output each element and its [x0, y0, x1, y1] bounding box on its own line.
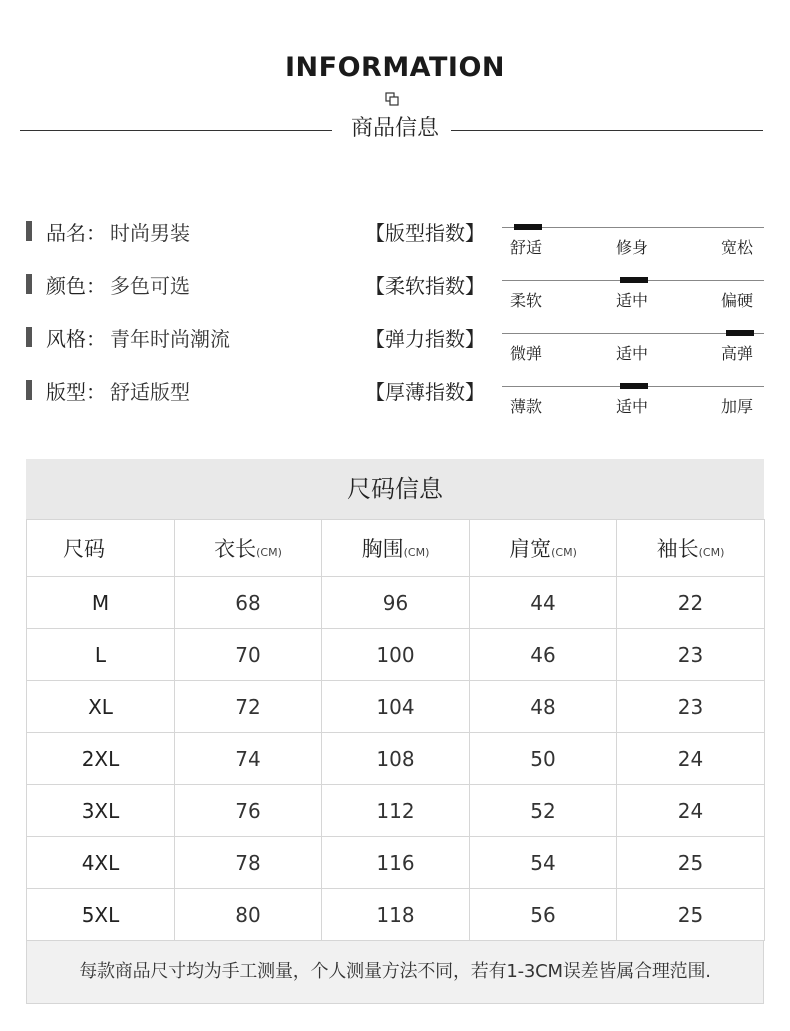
table-cell: 44 — [470, 577, 617, 629]
scale-option: 薄款 — [510, 397, 543, 416]
scale-option: 舒适 — [510, 238, 543, 257]
table-cell: 118 — [322, 889, 470, 941]
scale-option: 宽松 — [721, 238, 754, 257]
table-cell: L — [27, 629, 175, 681]
table-cell: 25 — [617, 889, 765, 941]
index-label-softness: 【柔软指数】 — [365, 274, 485, 298]
scale-marker — [620, 383, 648, 389]
table-cell: 80 — [175, 889, 322, 941]
scale-thickness — [502, 386, 764, 436]
table-cell: 108 — [322, 733, 470, 785]
scale-option: 适中 — [616, 344, 649, 363]
table-cell: 100 — [322, 629, 470, 681]
divider-right — [451, 130, 763, 131]
scale-option: 加厚 — [721, 397, 754, 416]
info-label: 颜色 — [46, 274, 86, 298]
scale-option: 适中 — [616, 397, 649, 416]
table-cell: 54 — [470, 837, 617, 889]
table-row — [27, 629, 765, 681]
index-label-thickness: 【厚薄指数】 — [365, 380, 485, 404]
info-label: 品名 — [46, 221, 86, 245]
table-cell: 50 — [470, 733, 617, 785]
table-cell: 23 — [617, 681, 765, 733]
bullet-bar — [26, 221, 32, 241]
table-cell: 3XL — [27, 785, 175, 837]
table-cell: 56 — [470, 889, 617, 941]
info-value: 多色可选 — [110, 274, 190, 298]
table-row — [27, 577, 765, 629]
table-cell: XL — [27, 681, 175, 733]
table-cell: 48 — [470, 681, 617, 733]
section-subtitle: 商品信息 — [350, 116, 439, 141]
page-title: INFORMATION — [284, 52, 505, 83]
scale-marker — [514, 224, 542, 230]
bullet-bar — [26, 274, 32, 294]
scale-option: 修身 — [616, 238, 649, 257]
table-cell: 74 — [175, 733, 322, 785]
column-header: 衣长(CM) — [175, 520, 322, 577]
table-row — [27, 733, 765, 785]
scale-marker — [620, 277, 648, 283]
column-header: 肩宽(CM) — [470, 520, 617, 577]
table-cell: 24 — [617, 733, 765, 785]
table-cell: 22 — [617, 577, 765, 629]
table-cell: 2XL — [27, 733, 175, 785]
table-cell: 72 — [175, 681, 322, 733]
scale-fit — [502, 227, 764, 277]
table-cell: 116 — [322, 837, 470, 889]
size-table-title: 尺码信息 — [26, 459, 764, 519]
table-cell: 112 — [322, 785, 470, 837]
table-cell: 5XL — [27, 889, 175, 941]
table-row — [27, 785, 765, 837]
bullet-bar — [26, 380, 32, 400]
table-cell: 52 — [470, 785, 617, 837]
info-value: 青年时尚潮流 — [110, 327, 230, 351]
scale-option: 柔软 — [510, 291, 543, 310]
index-label-fit: 【版型指数】 — [365, 221, 485, 245]
divider-left — [20, 130, 332, 131]
table-header-row — [27, 520, 765, 577]
table-cell: 70 — [175, 629, 322, 681]
scale-line — [502, 333, 764, 334]
overlapping-squares-icon — [385, 92, 399, 106]
table-row — [27, 889, 765, 941]
column-header: 尺码 — [27, 520, 175, 577]
column-header: 袖长(CM) — [617, 520, 765, 577]
scale-option: 高弹 — [721, 344, 754, 363]
table-cell: 104 — [322, 681, 470, 733]
size-table — [26, 519, 765, 941]
scale-elasticity — [502, 333, 764, 383]
table-cell: 4XL — [27, 837, 175, 889]
table-cell: M — [27, 577, 175, 629]
table-cell: 46 — [470, 629, 617, 681]
info-value: 时尚男装 — [110, 221, 190, 245]
index-label-elasticity: 【弹力指数】 — [365, 327, 485, 351]
table-row — [27, 681, 765, 733]
table-cell: 96 — [322, 577, 470, 629]
info-label: 风格 — [46, 327, 86, 351]
table-row — [27, 837, 765, 889]
table-cell: 76 — [175, 785, 322, 837]
table-cell: 68 — [175, 577, 322, 629]
scale-option: 微弹 — [510, 344, 543, 363]
table-cell: 24 — [617, 785, 765, 837]
table-cell: 78 — [175, 837, 322, 889]
table-cell: 25 — [617, 837, 765, 889]
scale-marker — [726, 330, 754, 336]
scale-option: 偏硬 — [721, 291, 754, 310]
column-header: 胸围(CM) — [322, 520, 470, 577]
info-value: 舒适版型 — [110, 380, 190, 404]
scale-softness — [502, 280, 764, 330]
scale-option: 适中 — [616, 291, 649, 310]
bullet-bar — [26, 327, 32, 347]
info-label: 版型 — [46, 380, 86, 404]
table-cell: 23 — [617, 629, 765, 681]
size-table-section — [26, 459, 764, 1004]
measurement-note: 每款商品尺寸均为手工测量，个人测量方法不同，若有1-3CM误差皆属合理范围. — [26, 941, 764, 1004]
